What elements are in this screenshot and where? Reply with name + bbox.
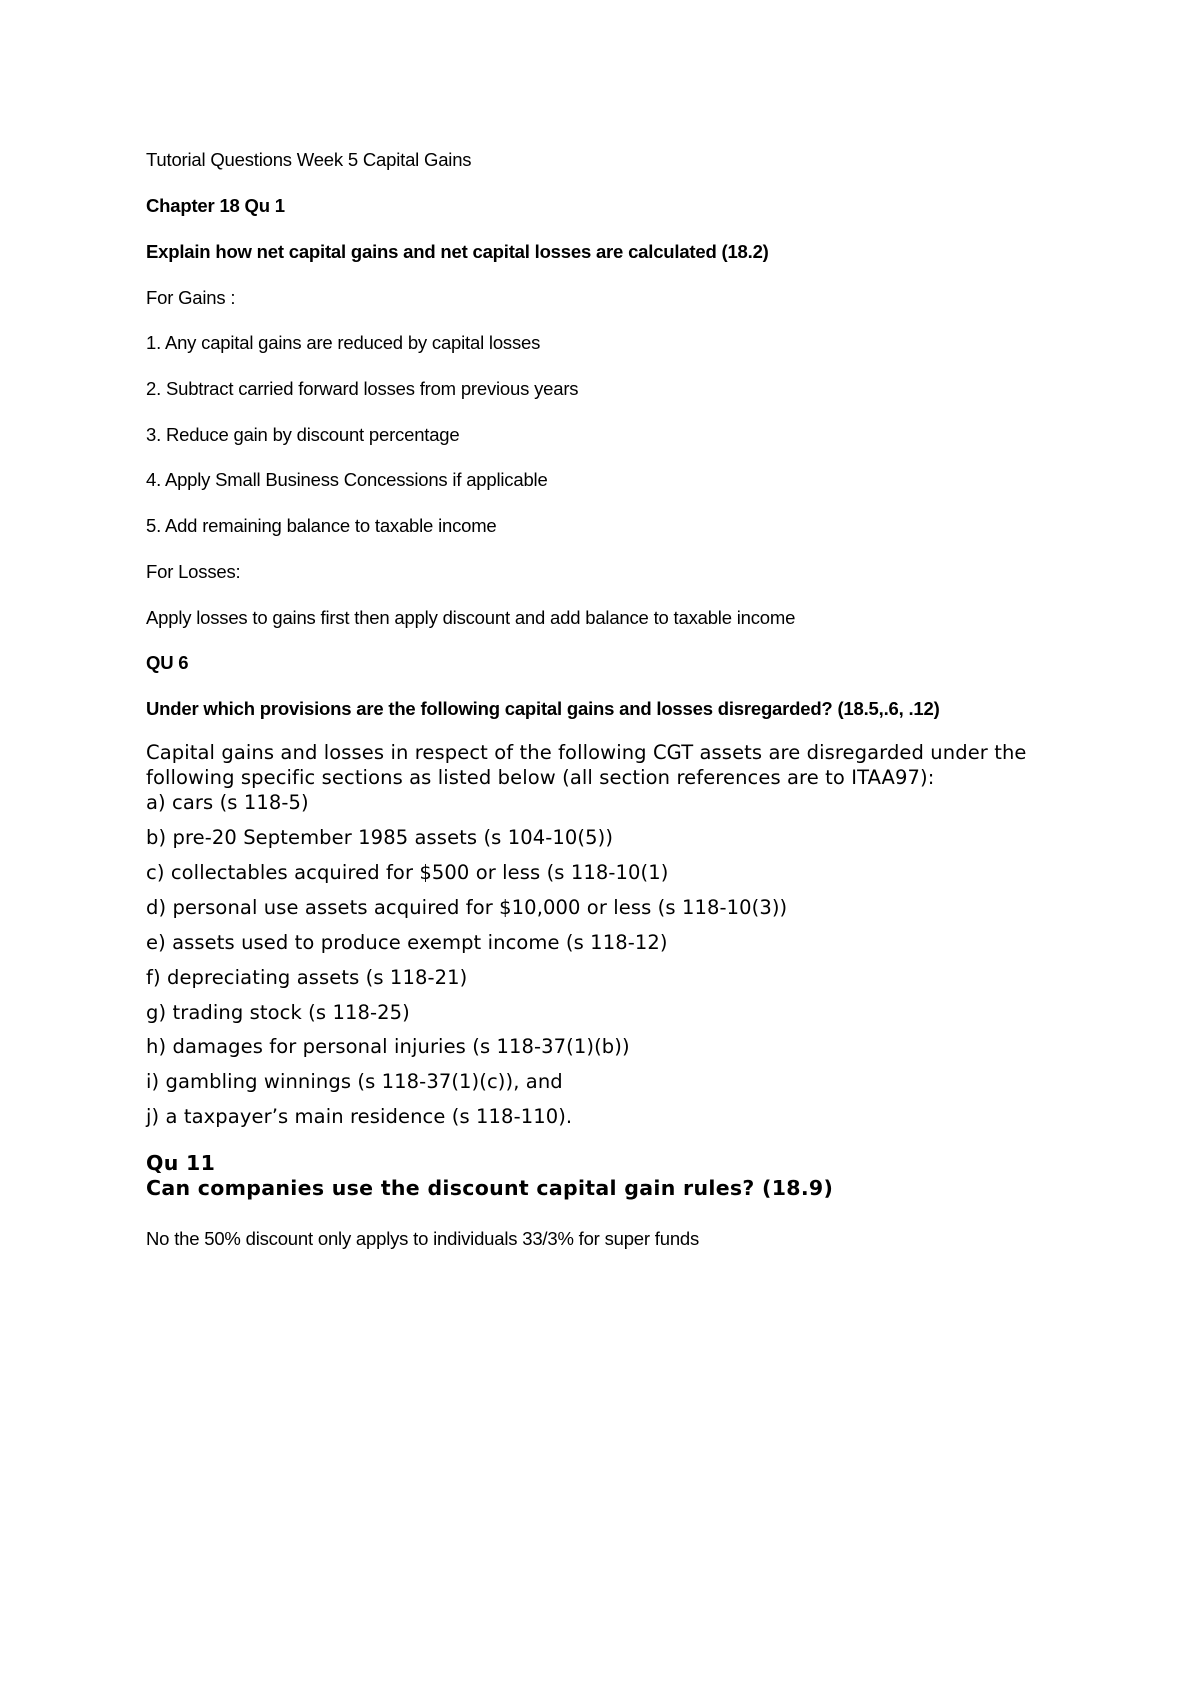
q6-heading: QU 6 xyxy=(146,652,189,673)
q11-heading: Qu 11 xyxy=(146,1151,216,1175)
q6-item-i: i) gambling winnings (s 118-37(1)(c)), and xyxy=(146,1070,563,1093)
q1-question: Explain how net capital gains and net capital losses are calculated (18.2) xyxy=(146,241,769,262)
q6-item-f: f) depreciating assets (s 118-21) xyxy=(146,966,468,989)
q6-item-j: j) a taxpayer’s main residence (s 118-110). xyxy=(146,1105,573,1128)
q1-heading: Chapter 18 Qu 1 xyxy=(146,195,285,216)
q6-item-d: d) personal use assets acquired for $10,000 or less (s 118-10(3)) xyxy=(146,896,788,919)
gains-step-5: 5. Add remaining balance to taxable income xyxy=(146,515,497,536)
gains-step-3: 3. Reduce gain by discount percentage xyxy=(146,424,460,445)
q6-item-g: g) trading stock (s 118-25) xyxy=(146,1001,410,1024)
q6-item-a: a) cars (s 118-5) xyxy=(146,791,309,814)
q6-item-c: c) collectables acquired for $500 or less (s 118-10(1) xyxy=(146,861,669,884)
document-title: Tutorial Questions Week 5 Capital Gains xyxy=(146,149,472,170)
q11-question: Can companies use the discount capital gain rules? (18.9) xyxy=(146,1176,834,1200)
gains-step-4: 4. Apply Small Business Concessions if applicable xyxy=(146,469,548,490)
q6-item-b: b) pre-20 September 1985 assets (s 104-10(5)) xyxy=(146,826,614,849)
gains-label: For Gains : xyxy=(146,287,236,308)
gains-step-2: 2. Subtract carried forward losses from previous years xyxy=(146,378,579,399)
q6-intro-line-2: following specific sections as listed below (all section references are to ITAA97): xyxy=(146,766,935,789)
q6-intro-line-1: Capital gains and losses in respect of the following CGT assets are disregarded under the xyxy=(146,741,1027,764)
q6-item-e: e) assets used to produce exempt income (s 118-12) xyxy=(146,931,668,954)
q6-item-h: h) damages for personal injuries (s 118-37(1)(b)) xyxy=(146,1035,630,1058)
q11-answer: No the 50% discount only applys to individuals 33/3% for super funds xyxy=(146,1228,700,1249)
losses-text: Apply losses to gains first then apply discount and add balance to taxable income xyxy=(146,607,796,628)
losses-label: For Losses: xyxy=(146,561,241,582)
q6-question: Under which provisions are the following capital gains and losses disregarded? (18.5,.6, .12) xyxy=(146,698,940,719)
gains-step-1: 1. Any capital gains are reduced by capital losses xyxy=(146,332,541,353)
